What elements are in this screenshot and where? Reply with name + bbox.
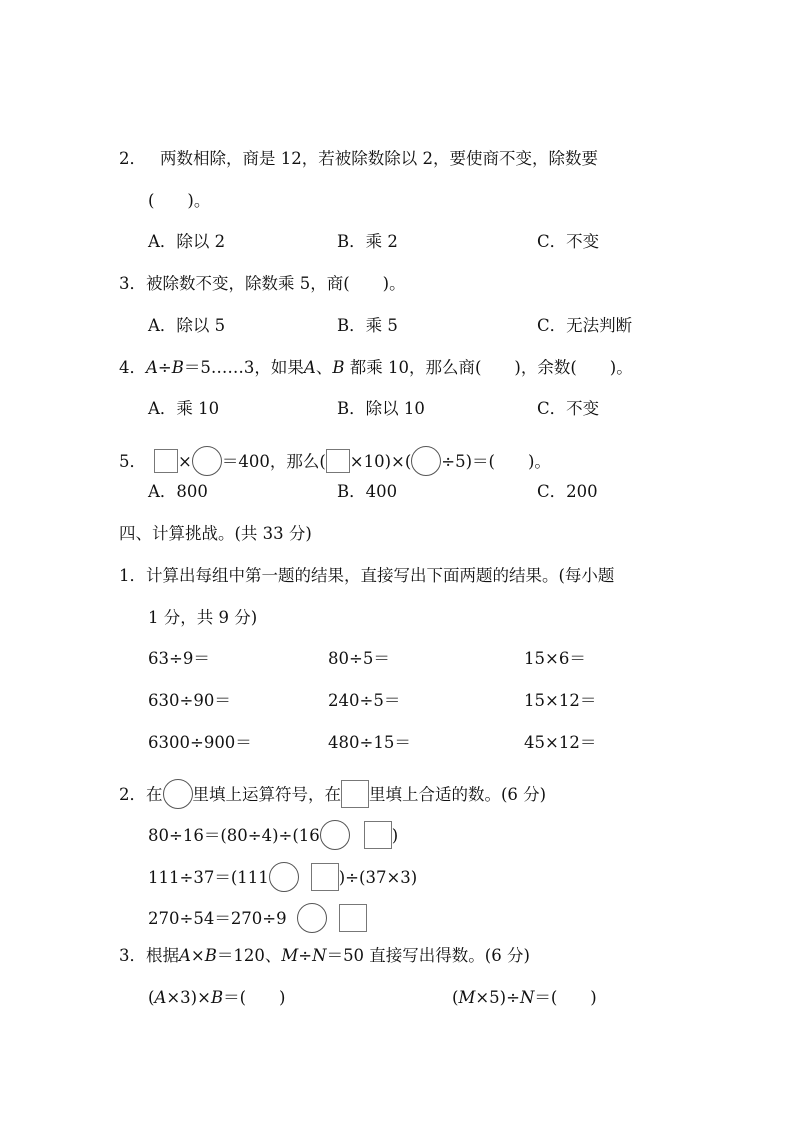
c3-var-b: B [204,946,217,965]
square-blank-icon [326,449,350,473]
c3-f2-mid: ×5)÷ [475,988,520,1007]
q5-eq: ＝400，那么( [221,452,326,471]
q5-option-a[interactable]: A．800 [148,482,208,501]
q3-text: 被除数不变，除数乘 5，商( )。 [146,274,406,293]
q3-option-c[interactable]: C．无法判断 [537,316,633,335]
q4-option-b[interactable]: B．除以 10 [337,399,425,418]
circle-blank-icon[interactable] [297,903,327,933]
q5-number: 5． [119,452,146,471]
q5-mid1: ×10)×( [349,452,412,471]
square-blank-icon[interactable] [311,863,339,891]
square-blank-icon [341,780,369,808]
q4-tail: 都乘 10，那么商( )，余数( )。 [344,358,633,377]
q4-sep: 、 [315,358,333,377]
c1-cell: 45×12＝ [524,733,597,752]
c2-t2: 里填上运算符号，在 [192,785,341,804]
c1-cell: 630÷90＝ [148,691,231,710]
c2-eq3-text: 270÷54＝270÷9 [148,909,287,928]
c3-f1-var-b: B [210,988,224,1007]
q3-option-a[interactable]: A．除以 5 [148,316,226,335]
c3-f2-var-n: N [519,988,535,1007]
c2-eq1 [148,820,398,850]
c1-line [119,565,614,587]
q2-option-b[interactable]: B．乘 2 [337,232,398,251]
q4-var-b2: B [332,358,345,377]
c3-t2: ＝120、 [216,946,282,965]
c1-cell: 6300÷900＝ [148,733,252,752]
c1-cell: 63÷9＝ [148,649,210,668]
q2-option-a[interactable]: A．除以 2 [148,232,226,251]
q3-number: 3． [119,274,146,293]
c1-number: 1． [119,566,146,585]
c3-var-a: A [179,946,191,965]
paren-open: ( [452,988,459,1007]
c3-f1-var-a: A [154,988,167,1007]
q5-option-b[interactable]: B．400 [337,482,398,501]
c3-number: 3． [119,946,146,965]
c3-var-m: M [281,946,299,965]
c1-cell: 480÷15＝ [328,733,411,752]
c3-f1-tail: ＝( ) [223,988,286,1007]
section-title: 四、计算挑战。(共 33 分) [119,524,312,543]
c2-eq1-close: ) [391,826,399,845]
c3-t3: ＝50 直接写出得数。(6 分) [326,946,530,965]
square-blank-icon [154,449,178,473]
q2-text-cont: ( )。 [148,191,211,210]
circle-blank-icon[interactable] [269,862,299,892]
q5-option-c[interactable]: C．200 [537,482,598,501]
circle-blank-icon[interactable] [320,820,350,850]
q4-var-a2: A [303,358,316,377]
c3-line [119,945,530,967]
c1-text: 计算出每组中第一题的结果，直接写出下面两题的结果。(每小题 [146,566,615,585]
paren-open: ( [148,988,155,1007]
q4-eq: ＝5……3，如果 [183,358,304,377]
c3-f1-mid: ×3)× [166,988,211,1007]
circle-blank-icon [192,446,222,476]
c2-eq2-close: )÷(37×3) [338,868,418,887]
c1-cell: 240÷5＝ [328,691,401,710]
c3-t1: 根据 [146,946,179,965]
q4-var-a: A [146,358,158,377]
c3-formula-2 [452,987,597,1009]
q4-option-a[interactable]: A．乘 10 [148,399,220,418]
c3-times: × [190,946,205,965]
c3-f2-var-m: M [458,988,476,1007]
c2-line [119,779,546,809]
q4-var-b: B [171,358,184,377]
circle-blank-icon [163,779,193,809]
c2-t3: 里填上合适的数。(6 分) [369,785,547,804]
c2-eq2-text: 111÷37＝(111 [148,868,269,887]
c3-formula-1 [148,987,285,1009]
c2-number: 2． [119,785,146,804]
c3-f2-tail: ＝( ) [534,988,597,1007]
c3-div: ÷ [298,946,313,965]
c1-text-cont: 1 分，共 9 分) [148,608,258,627]
q5-line [119,446,551,476]
q4-option-c[interactable]: C．不变 [537,399,600,418]
q4-line [119,357,633,379]
q3-option-b[interactable]: B．乘 5 [337,316,398,335]
q2-number: 2． [119,149,146,168]
c2-eq2 [148,862,417,892]
c1-cell: 80÷5＝ [328,649,390,668]
square-blank-icon[interactable] [339,904,367,932]
q3-line [119,273,406,295]
q5-times: × [178,452,192,471]
q5-mid2: ÷5)＝( )。 [441,452,551,471]
c2-t1: 在 [146,785,163,804]
q2-text: 两数相除，商是 12，若被除数除以 2，要使商不变，除数要 [160,149,598,168]
q4-div-sign: ÷ [157,358,172,377]
c1-cell: 15×12＝ [524,691,597,710]
square-blank-icon[interactable] [364,821,392,849]
c2-eq3 [148,903,367,933]
circle-blank-icon [411,446,441,476]
q4-number: 4． [119,358,146,377]
c1-cell: 15×6＝ [524,649,586,668]
c2-eq1-text: 80÷16＝(80÷4)÷(16 [148,826,320,845]
c3-var-n: N [312,946,327,965]
q2-option-c[interactable]: C．不变 [537,232,600,251]
